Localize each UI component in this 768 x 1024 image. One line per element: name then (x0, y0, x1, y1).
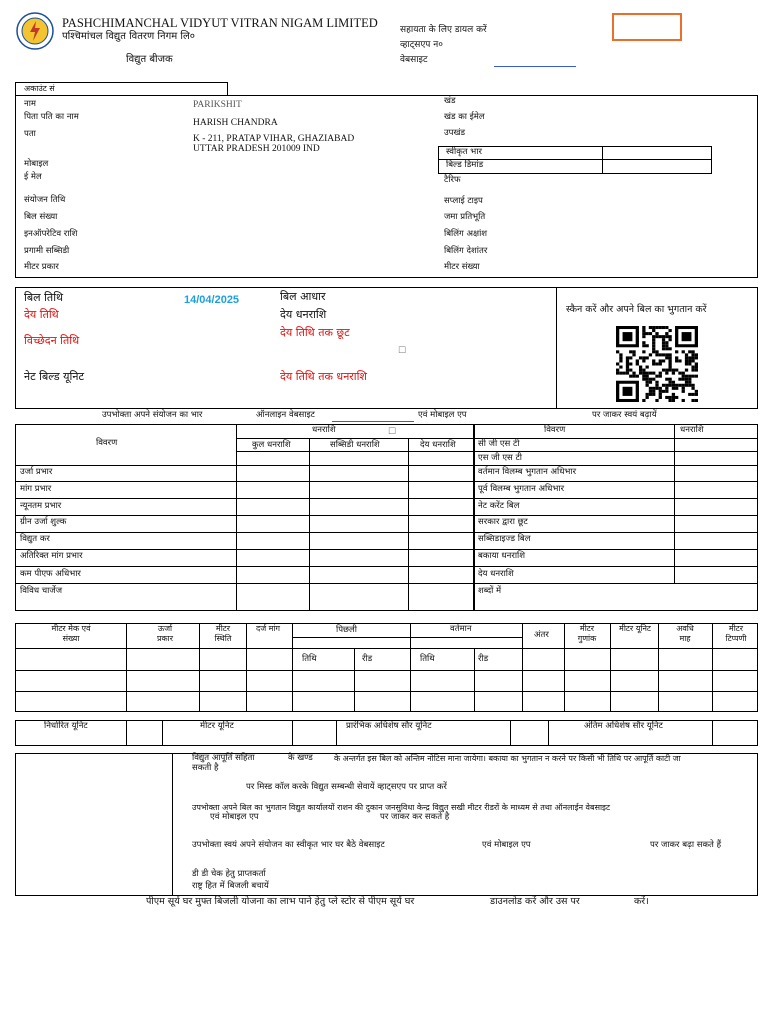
meter-header-diff: अंतर (534, 630, 549, 640)
company-logo (16, 12, 54, 50)
right-charge-row: पूर्व विलम्ब भुगतान अधिभार (478, 484, 565, 494)
notice-payment-channels: उपभोक्ता अपने बिल का भुगतान विद्युत कार्यालयों राशन की दुकान जनसुविधा केन्द्र विद्युत सखी मीटर रीडरों के माध्यम से तथा ऑनलाईन वेबसाइट (192, 803, 611, 812)
label-subdivision: उपखंड (444, 128, 465, 138)
charge-row: उर्जा प्रभार (20, 467, 53, 477)
right-charge-row: वर्तमान विलम्ब भुगतान अधिभार (478, 467, 577, 477)
meter-header-months: अवधि माह (676, 624, 694, 643)
label-father-name: पिता पति का नाम (24, 112, 79, 122)
label-connection-date: संयोजन तिथि (24, 195, 66, 205)
label-supply-type: सप्लाई टाइप (444, 196, 483, 206)
father-name: HARISH CHANDRA (193, 118, 278, 128)
notice-supply-code: विद्युत आपूर्ति संहिता (192, 753, 255, 763)
load-notice-part-4: पर जाकर स्वयं बढ़ायें (592, 410, 657, 420)
charges-desc-header: विवरण (96, 438, 118, 448)
label-tariff: टैरिफ (444, 175, 461, 185)
notice-missed-call: पर मिस्ड कॉल करके विद्युत सम्बन्धी सेवायें व्हाट्सएप पर प्राप्त करें (246, 782, 447, 792)
prev-read-header: रीड (362, 654, 373, 664)
load-notice-part-3: एवं मोबाइल एप (418, 410, 467, 420)
amount-in-words-label: शब्दों में (478, 586, 502, 596)
label-name: नाम (24, 99, 37, 109)
meter-unit-label: मीटर यूनिट (200, 721, 234, 731)
label-meter-number: मीटर संख्या (444, 262, 480, 272)
label-division-email: खंड का ईमेल (444, 112, 485, 122)
charge-row: ग्रीन उर्जा शुल्क (20, 517, 67, 527)
notices-box (15, 753, 758, 896)
account-details-box (15, 95, 758, 278)
charges-subsidy-header: सब्सिडी धनराशि (330, 440, 380, 450)
consumer-name: PARIKSHIT (193, 100, 242, 110)
right-charge-row: नेट करेंट बिल (478, 501, 520, 511)
label-division: खंड (444, 96, 456, 106)
charges-amount-header: धनराशि (312, 425, 336, 435)
scan-to-pay-label: स्कैन करें और अपने बिल का भुगतान करें (566, 304, 707, 315)
charge-row: कम पीएफ अधिभार (20, 569, 81, 579)
final-solar-unit-label: अंतिम अधिशेष सौर यूनिट (584, 721, 663, 731)
right-charge-row: एस जी एस टी (478, 453, 522, 463)
label-mobile: मोबाइल (24, 159, 49, 169)
notice-final-notice-cont: सकती है (192, 763, 219, 773)
label-meter-type: मीटर प्रकार (24, 262, 59, 272)
website-label: वेबसाइट (400, 55, 428, 65)
right-charge-row: बकाया धनराशि (478, 551, 526, 561)
notice-dd-cheque: डी डी चेक हेतु प्राप्तकर्ता (192, 869, 266, 879)
meter-header-multiplier: मीटर गुणांक (577, 624, 597, 643)
label-address: पता (24, 129, 36, 139)
meter-header-unit: मीटर यूनिट (619, 624, 651, 633)
right-charge-row: सब्सिडाइज्ड बिल (478, 534, 531, 544)
meter-header-current: वर्तमान (450, 624, 472, 634)
load-notice-link-line[interactable] (332, 421, 414, 422)
whatsapp-label: व्हाट्सएप न० (400, 40, 443, 50)
meter-header-energy: ऊर्जा प्रकार (156, 624, 174, 643)
bill-date-label: बिल तिथि (24, 291, 64, 304)
small-checkbox-2: □ (388, 426, 397, 436)
label-billing-latitude: बिलिंग अक्षांश (444, 229, 488, 239)
rebate-label: देय तिथि तक छूट (280, 326, 350, 339)
initial-solar-unit-label: प्रारंभिक अधिशेष सौर यूनिट (346, 721, 432, 731)
curr-date-header: तिथि (420, 654, 435, 664)
payable-amount-label: देय धनराशि (280, 308, 327, 321)
disconnection-date-label: विच्छेदन तिथि (24, 334, 80, 347)
load-notice-part-1: उपभोक्ता अपने संयोजन का भार (102, 410, 203, 420)
bill-basis-label: बिल आधार (280, 290, 326, 303)
load-notice-part-2: ऑनलाइन वेबसाइट (256, 410, 315, 420)
company-name-en: PASHCHIMANCHAL VIDYUT VITRAN NIGAM LIMITED (62, 16, 378, 30)
notice-mobile-app: एवं मोबाइल एप (210, 812, 259, 822)
bill-title: विद्युत बीजक (126, 54, 173, 65)
charge-row: न्यूनतम प्रभार (20, 501, 62, 511)
notice-load-app: एवं मोबाइल एप (482, 840, 531, 850)
meter-header-remark: मीटर टिप्पणी (725, 624, 747, 643)
amount-till-due-label: देय तिथि तक धनराशि (280, 370, 367, 383)
address-line-2: UTTAR PRADESH 201009 IND (193, 144, 320, 154)
notice-load-increase: उपभोक्ता स्वयं अपने संयोजन का स्वीकृत भार घर बैठे वेबसाइट (192, 840, 385, 850)
meter-header-make: मीटर मेक एवं संख्या (51, 624, 91, 643)
company-name-hi: पश्चिमांचल विद्युत वितरण निगम लि० (62, 31, 195, 42)
charge-row: विविध चार्जेज (20, 586, 62, 596)
charges-payable-header: देय धनराशि (420, 440, 456, 450)
notice-save-electricity: राष्ट्र हित में बिजली बचायें (192, 881, 269, 891)
help-dial-label: सहायता के लिए डायल करें (400, 25, 487, 35)
due-date-label: देय तिथि (24, 308, 59, 321)
right-charge-row: देय धनराशि (478, 569, 514, 579)
account-number-label: अकाउंट सं (24, 84, 55, 93)
charge-row: अतिरिक्त मांग प्रभार (20, 551, 83, 561)
label-bill-number: बिल संख्या (24, 212, 58, 222)
curr-read-header: रीड (478, 654, 489, 664)
small-checkbox[interactable]: □ (398, 345, 407, 355)
website-link-line[interactable] (494, 66, 576, 67)
bill-date-value: 14/04/2025 (184, 294, 240, 306)
right-amount-header: धनराशि (680, 425, 704, 435)
label-sanctioned-load: स्वीकृत भार (446, 147, 482, 157)
label-progressive-subsidy: प्रगामी सब्सिडी (24, 246, 70, 256)
meter-header-status: मीटर स्थिति (214, 624, 232, 643)
charge-row: मांग प्रभार (20, 484, 52, 494)
right-charge-row: सरकार द्वारा छूट (478, 517, 528, 527)
label-email: ई मेल (24, 172, 42, 182)
notice-load-can-do: पर जाकर बढ़ा सकते हैं (650, 840, 722, 850)
label-billed-demand: बिल्ड डिमांड (446, 160, 484, 170)
prev-date-header: तिथि (302, 654, 317, 664)
label-security-deposit: जमा प्रतिभूति (444, 212, 486, 222)
label-billing-longitude: बिलिंग देशांतर (444, 246, 488, 256)
notice-can-do: पर जाकर कर सकते है (380, 812, 450, 822)
net-billed-unit-label: नेट बिल्ड यूनिट (24, 370, 85, 383)
meter-header-previous: पिछली (336, 625, 357, 635)
charges-total-header: कुल धनराशि (252, 440, 291, 450)
payment-qr-code[interactable] (616, 326, 698, 402)
label-inoperative-amount: इनऑपरेटिव राशि (24, 229, 78, 239)
right-charge-row: सी जी एस टी (478, 439, 520, 449)
footer-end: करें। (634, 896, 649, 907)
right-desc-header: विवरण (544, 425, 566, 435)
qr-placeholder-box (612, 13, 682, 41)
charge-row: विद्युत कर (20, 534, 50, 544)
notice-final-notice: के अन्तर्गत इस बिल को अन्तिम नोटिस माना जायेगा। बकाया का भुगतान न करने पर किसी भी तिथि पर आपूर्ति काटी जा (334, 754, 681, 763)
fixed-unit-label: निर्धारित यूनिट (44, 721, 88, 731)
meter-header-demand: दर्ज मांग (255, 624, 281, 633)
footer-download: डाउनलोड करें और उस पर (490, 896, 580, 907)
address-line-1: K - 211, PRATAP VIHAR, GHAZIABAD (193, 134, 355, 144)
footer-pm-surya-ghar: पीएम सूर्य घर मुफ्त बिजली योजना का लाभ पाने हेतु प्ले स्टोर से पीएम सूर्य घर (146, 896, 415, 907)
notice-clause: के खण्ड (288, 753, 313, 763)
